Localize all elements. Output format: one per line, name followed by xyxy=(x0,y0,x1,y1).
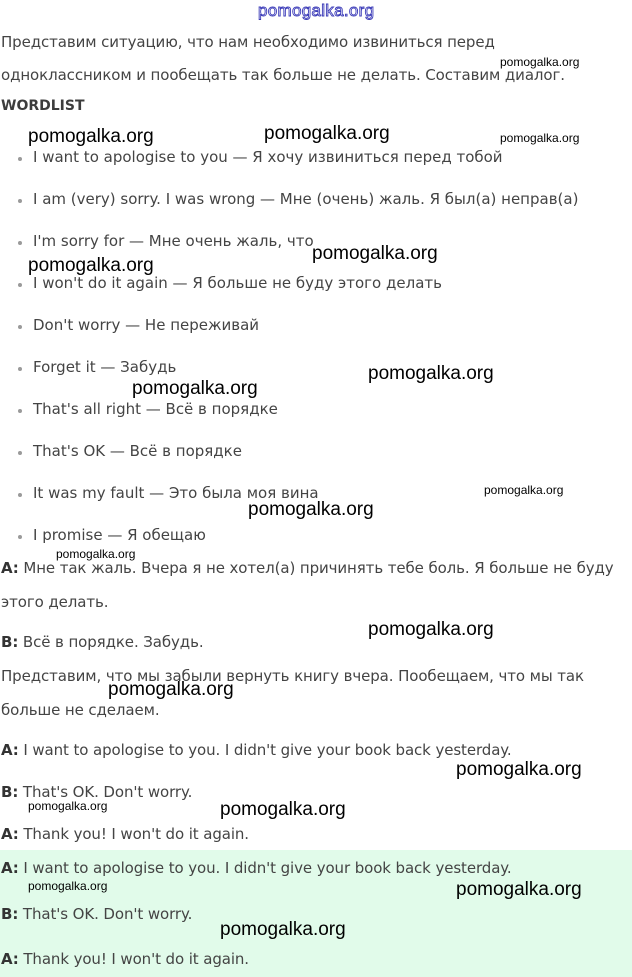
watermark: pomogalka.org xyxy=(132,378,258,399)
bullet-icon xyxy=(18,199,22,203)
speaker-label: B: xyxy=(1,633,19,651)
list-item: That's OK — Всё в порядке xyxy=(33,442,242,460)
list-item: I promise — Я обещаю xyxy=(33,526,206,544)
watermark: pomogalka.org xyxy=(368,363,494,384)
dialog-text: That's OK. Don't worry. xyxy=(22,783,193,801)
dialog3-line xyxy=(1,859,512,877)
watermark: pomogalka.org xyxy=(220,799,346,820)
bullet-icon xyxy=(18,493,22,497)
bullet-icon xyxy=(18,241,22,245)
speaker-label: B: xyxy=(1,783,19,801)
watermark: pomogalka.org xyxy=(456,759,582,780)
list-item: Forget it — Забудь xyxy=(33,358,177,376)
dialog2-line xyxy=(1,741,512,759)
header-watermark: pomogalka.org xyxy=(258,1,375,20)
bullet-icon xyxy=(18,367,22,371)
dialog1-a-line-1 xyxy=(1,559,614,577)
watermark: pomogalka.org xyxy=(28,126,154,147)
watermark: pomogalka.org xyxy=(28,799,108,813)
intro2-line-2: больше не сделаем. xyxy=(1,701,160,719)
speaker-label: A: xyxy=(1,559,19,577)
bullet-icon xyxy=(18,535,22,539)
bullet-icon xyxy=(18,451,22,455)
dialog-text: Всё в порядке. Забудь. xyxy=(22,633,204,651)
watermark: pomogalka.org xyxy=(500,55,580,69)
bullet-icon xyxy=(18,283,22,287)
list-item: I am (very) sorry. I was wrong — Мне (очень) жаль. Я был(а) неправ(а) xyxy=(33,190,579,208)
dialog2-line xyxy=(1,825,249,843)
list-item: I'm sorry for — Мне очень жаль, что xyxy=(33,232,314,250)
watermark: pomogalka.org xyxy=(456,879,582,900)
dialog-text: I want to apologise to you. I didn't give your book back yesterday. xyxy=(23,741,512,759)
watermark: pomogalka.org xyxy=(500,131,580,145)
list-item: It was my fault — Это была моя вина xyxy=(33,484,319,502)
bullet-icon xyxy=(18,409,22,413)
list-item: I want to apologise to you — Я хочу извиниться перед тобой xyxy=(33,148,503,166)
dialog3-line xyxy=(1,950,249,968)
intro-line-1: Представим ситуацию, что нам необходимо извиниться перед xyxy=(1,33,495,51)
watermark: pomogalka.org xyxy=(248,499,374,520)
dialog-text: Thank you! I won't do it again. xyxy=(23,825,249,843)
speaker-label: A: xyxy=(1,825,19,843)
watermark: pomogalka.org xyxy=(264,123,390,144)
bullet-icon xyxy=(18,325,22,329)
list-item: That's all right — Всё в порядке xyxy=(33,400,278,418)
dialog-text: Мне так жаль. Вчера я не хотел(а) причинять тебе боль. Я больше не буду xyxy=(23,559,614,577)
list-item: I won't do it again — Я больше не буду этого делать xyxy=(33,274,442,292)
watermark: pomogalka.org xyxy=(312,243,438,264)
watermark: pomogalka.org xyxy=(28,255,154,276)
list-item: Don't worry — Не переживай xyxy=(33,316,260,334)
dialog1-a-line-2: этого делать. xyxy=(1,593,109,611)
speaker-label: A: xyxy=(1,741,19,759)
watermark: pomogalka.org xyxy=(108,679,234,700)
speaker-label: A: xyxy=(1,950,19,968)
dialog1-b-line xyxy=(1,633,204,651)
watermark: pomogalka.org xyxy=(484,483,564,497)
bullet-icon xyxy=(18,157,22,161)
watermark: pomogalka.org xyxy=(56,547,136,561)
speaker-label: A: xyxy=(1,859,19,877)
dialog-text: Thank you! I won't do it again. xyxy=(23,950,249,968)
dialog-text: That's OK. Don't worry. xyxy=(22,905,193,923)
watermark: pomogalka.org xyxy=(368,619,494,640)
intro-line-2: одноклассником и пообещать так больше не делать. Составим диалог. xyxy=(1,66,565,84)
dialog-text: I want to apologise to you. I didn't give your book back yesterday. xyxy=(23,859,512,877)
dialog3-line xyxy=(1,905,192,923)
wordlist-heading: WORDLIST xyxy=(1,98,85,114)
speaker-label: B: xyxy=(1,905,19,923)
watermark: pomogalka.org xyxy=(220,919,346,940)
intro2-line-1: Представим, что мы забыли вернуть книгу вчера. Пообещаем, что мы так xyxy=(1,667,584,685)
watermark: pomogalka.org xyxy=(28,879,108,893)
